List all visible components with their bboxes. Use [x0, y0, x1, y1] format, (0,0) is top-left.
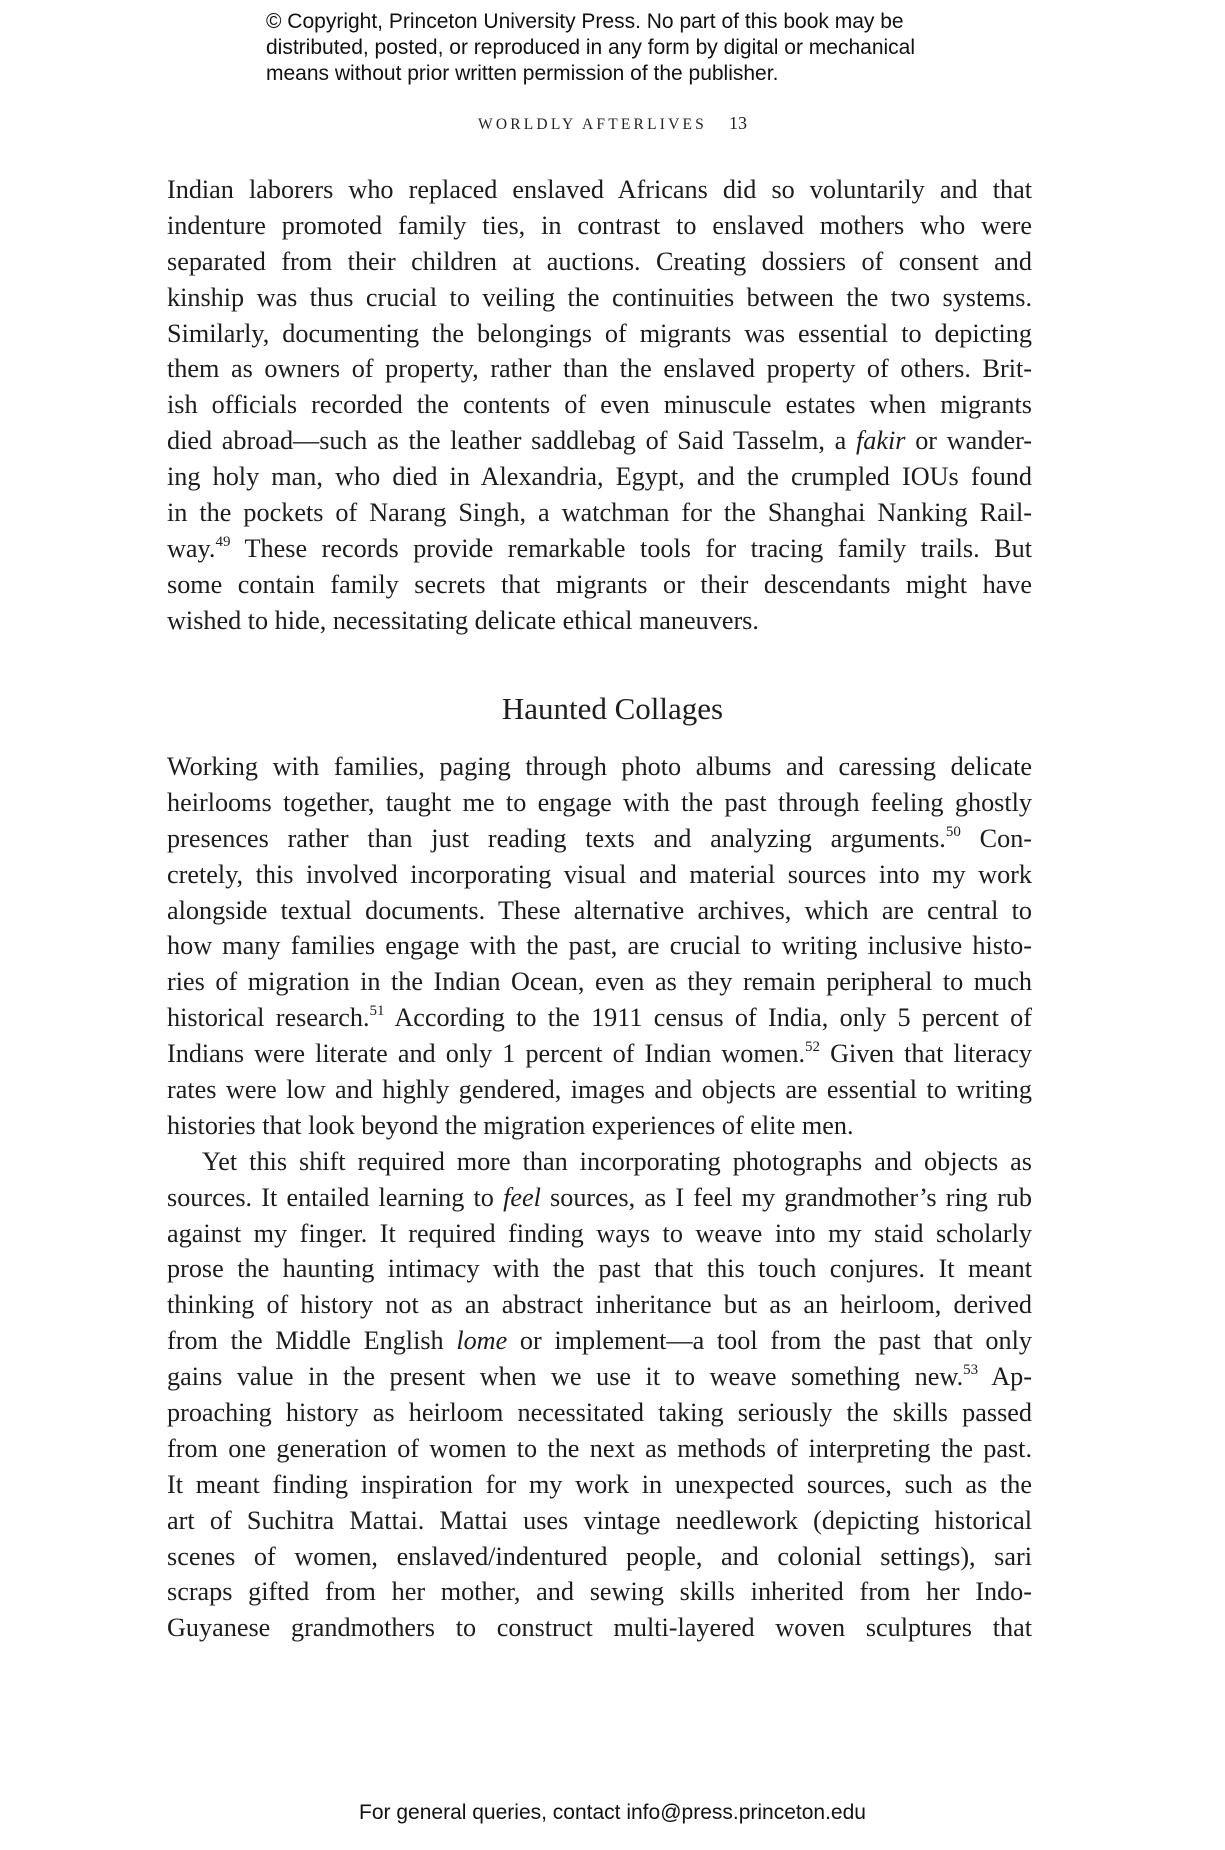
page-number: 13 [728, 113, 747, 133]
text-line: scenes of women, enslaved/indentured people, and colonial settings), sari [167, 1541, 1032, 1571]
text-line: Indian laborers who replaced enslaved Africans did so voluntarily and that [167, 175, 1032, 204]
text-line: in the pockets of Narang Singh, a watchman for the Shanghai Nanking Rail- [167, 498, 1032, 528]
text-line: how many families engage with the past, are crucial to writing inclusive histo- [167, 931, 1032, 961]
text-line: histories that look beyond the migration experiences of elite men. [167, 1110, 854, 1140]
text-line: ing holy man, who died in Alexandria, Egypt, and the crumpled IOUs found [167, 462, 1032, 492]
copyright-line-1: © Copyright, Princeton University Press. No part of this book may be [266, 10, 904, 33]
text-line: cretely, this involved incorporating visual and material sources into my work [167, 859, 1032, 889]
text-line: Indians were literate and only 1 percent of Indian women.$^{52}$ Given that literacy [167, 1039, 1032, 1069]
body-text-before-heading [167, 172, 1032, 639]
text-line: wished to hide, necessitating delicate ethical maneuvers. [167, 605, 759, 635]
text-line: proaching history as heirloom necessitated taking seriously the skills passed [167, 1398, 1032, 1428]
text-line: historical research.$^{51}$ According to the 1911 census of India, only 5 percent of [167, 1003, 1032, 1033]
text-line: indenture promoted family ties, in contrast to enslaved mothers who were [167, 210, 1032, 240]
footer-contact: For general queries, contact info@press.princeton.edu [359, 1801, 866, 1824]
paragraph [167, 749, 1032, 1144]
footnote-ref[interactable]: 49 [215, 533, 231, 550]
footnote-ref[interactable]: 50 [945, 823, 961, 840]
text-line: heirlooms together, taught me to engage with the past through feeling ghostly [167, 787, 1032, 817]
section-heading: Haunted Collages [501, 691, 724, 726]
text-line: gains value in the present when we use it to weave something new.$^{53}$ Ap- [167, 1362, 1032, 1392]
text-line: art of Suchitra Mattai. Mattai uses vintage needlework (depicting historical [167, 1505, 1032, 1535]
text-line: Working with families, paging through photo albums and caressing delicate [167, 752, 1032, 781]
copyright-line-3: means without prior written permission of the publisher. [266, 62, 779, 85]
text-line: against my finger. It required finding ways to weave into my staid scholarly [167, 1218, 1032, 1248]
text-line: from the Middle English lome or implement—a tool from the past that only [167, 1326, 1032, 1356]
text-line: scraps gifted from her mother, and sewing skills inherited from her Indo- [167, 1577, 1032, 1607]
text-line: kinship was thus crucial to veiling the continuities between the two systems. [167, 282, 1032, 312]
text-line: prose the haunting intimacy with the past that this touch conjures. It meant [167, 1254, 1032, 1284]
text-line: from one generation of women to the next as methods of interpreting the past. [167, 1433, 1032, 1463]
text-line: sources. It entailed learning to feel sources, as I feel my grandmother’s ring rub [167, 1182, 1032, 1212]
text-line: died abroad—such as the leather saddlebag of Said Tasselm, a fakir or wander- [167, 426, 1033, 456]
body-text-after-heading [167, 749, 1032, 1646]
text-line: separated from their children at auctions. Creating dossiers of consent and [167, 246, 1032, 276]
paragraph [167, 1144, 1032, 1646]
text-line: rates were low and highly gendered, images and objects are essential to writing [167, 1075, 1032, 1105]
footnote-ref[interactable]: 51 [369, 1003, 385, 1020]
running-head-title: WORLDLY AFTERLIVES [478, 116, 707, 133]
copyright-line-2: distributed, posted, or reproduced in any form by digital or mechanical [266, 36, 916, 59]
text-line: Guyanese grandmothers to construct multi-layered woven sculptures that [167, 1613, 1032, 1643]
text-line: alongside textual documents. These alternative archives, which are central to [167, 895, 1032, 925]
text-line: Yet this shift required more than incorporating photographs and objects as [202, 1146, 1032, 1176]
footnote-ref[interactable]: 53 [963, 1362, 979, 1379]
text-line: them as owners of property, rather than the enslaved property of others. Brit- [167, 354, 1032, 384]
italic-term: feel [503, 1182, 541, 1212]
footnote-ref[interactable]: 52 [805, 1039, 821, 1056]
copyright-notice [266, 9, 1026, 87]
italic-term: fakir [856, 426, 906, 456]
text-line: thinking of history not as an abstract inheritance but as an heirloom, derived [167, 1290, 1032, 1320]
text-line: Similarly, documenting the belongings of migrants was essential to depicting [167, 318, 1032, 348]
text-line: presences rather than just reading texts and analyzing arguments.$^{50}$ Con- [167, 823, 1033, 853]
text-line: ries of migration in the Indian Ocean, even as they remain peripheral to much [167, 967, 1032, 997]
running-head [0, 113, 1225, 134]
text-line: ish officials recorded the contents of even minuscule estates when migrants [167, 390, 1032, 420]
italic-term: lome [456, 1326, 508, 1356]
paragraph [167, 172, 1032, 639]
text-line: some contain family secrets that migrants or their descendants might have [167, 569, 1032, 599]
text-line: It meant finding inspiration for my work in unexpected sources, such as the [167, 1469, 1032, 1499]
text-line: way.$^{49}$ These records provide remarkable tools for tracing family trails. But [167, 533, 1032, 563]
